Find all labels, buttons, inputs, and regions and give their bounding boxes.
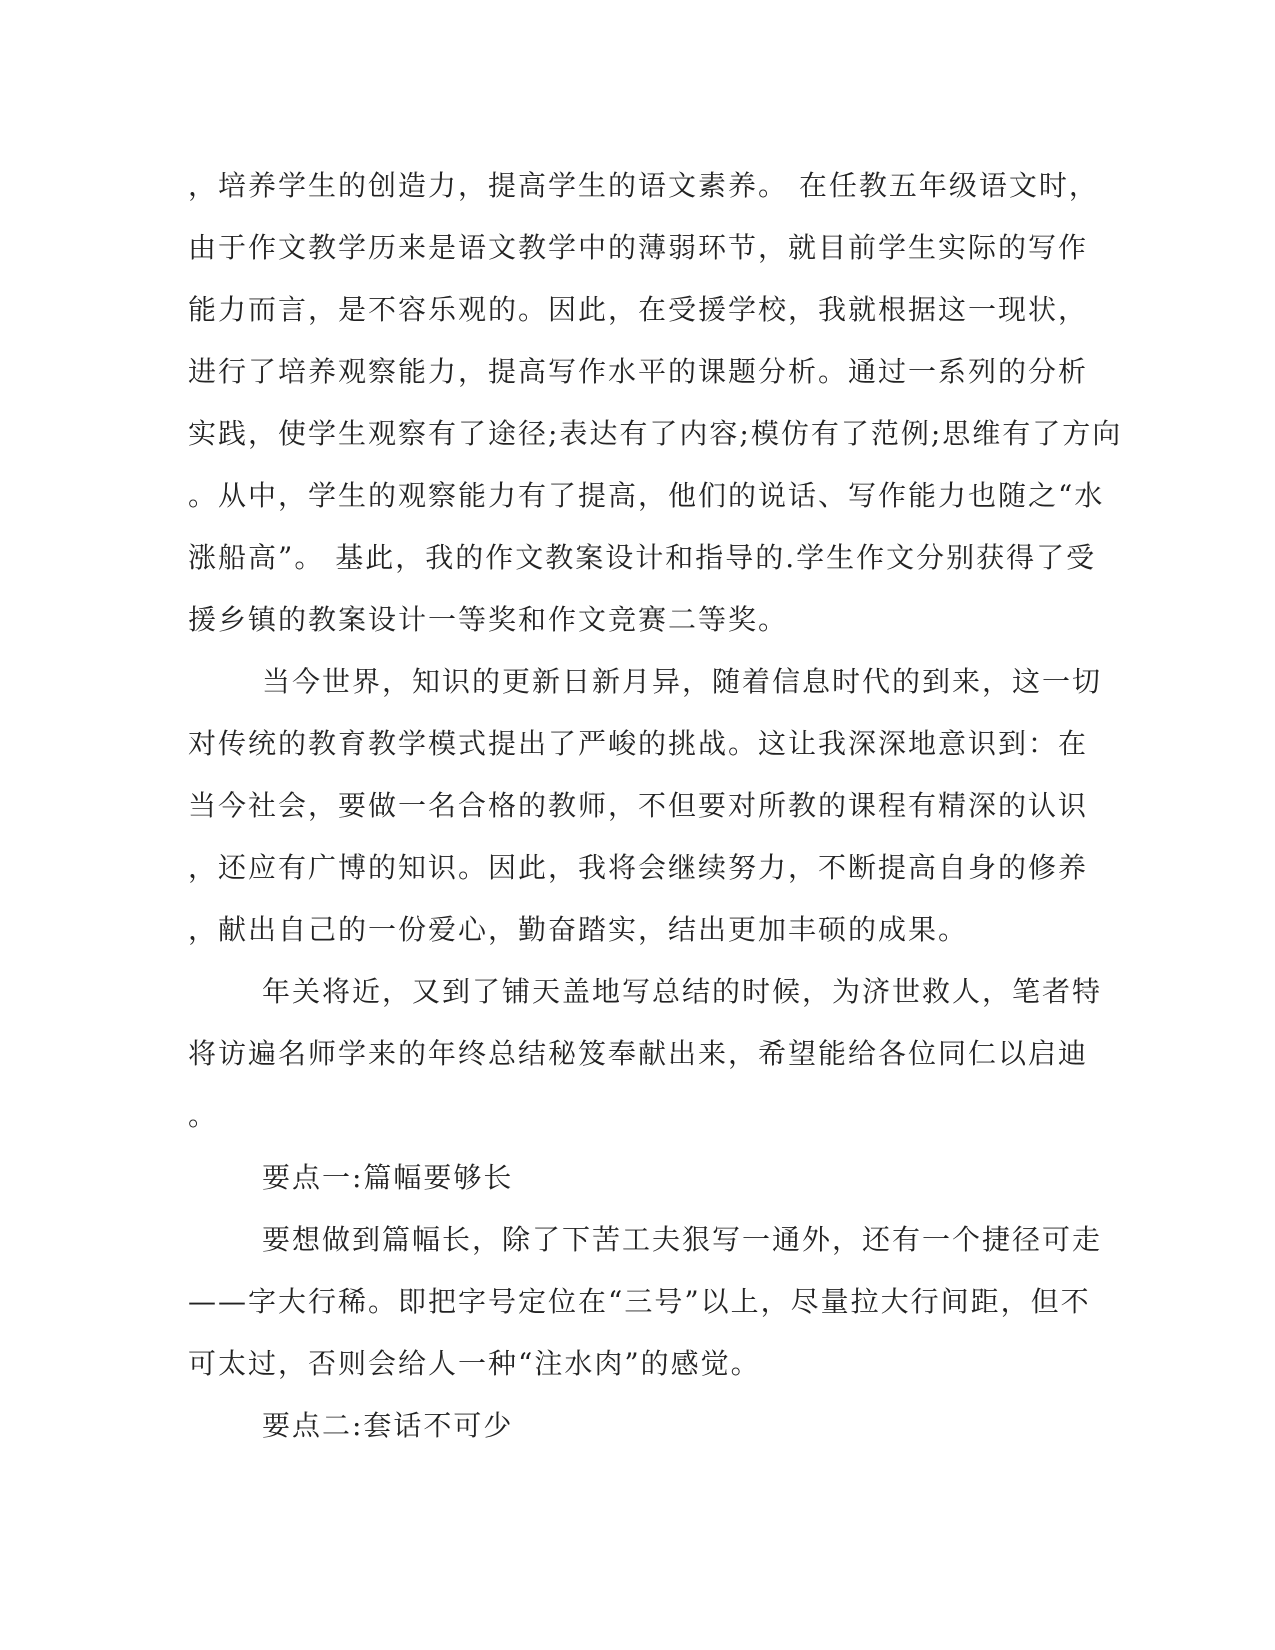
section-heading: 要点一:篇幅要够长 (262, 1161, 514, 1194)
text-line: 对传统的教育教学模式提出了严峻的挑战。这让我深深地意识到：在 (188, 727, 1089, 760)
text-line: 涨船高”。 基此，我的作文教案设计和指导的.学生作文分别获得了受 (188, 541, 1097, 574)
text-line: 实践，使学生观察有了途径;表达有了内容;模仿有了范例;思维有了方向 (188, 417, 1123, 450)
text-line: 。 (188, 1099, 219, 1132)
document-body (188, 166, 1123, 1468)
text-line: 进行了培养观察能力，提高写作水平的课题分析。通过一系列的分析 (188, 355, 1089, 388)
text-line: ，培养学生的创造力，提高学生的语文素养。 在任教五年级语文时， (188, 169, 1099, 202)
text-line: ，还应有广博的知识。因此，我将会继续努力，不断提高自身的修养 (188, 851, 1089, 884)
paragraph-start-line: 年关将近，又到了铺天盖地写总结的时候，为济世救人，笔者特 (262, 975, 1103, 1008)
text-line: 能力而言，是不容乐观的。因此，在受援学校，我就根据这一现状， (188, 293, 1089, 326)
text-line: 由于作文教学历来是语文教学中的薄弱环节，就目前学生实际的写作 (188, 231, 1089, 264)
text-line: 当今社会，要做一名合格的教师，不但要对所教的课程有精深的认识 (188, 789, 1089, 822)
paragraph-start-line: 要想做到篇幅长，除了下苦工夫狠写一通外，还有一个捷径可走 (262, 1223, 1103, 1256)
text-line: 援乡镇的教案设计一等奖和作文竞赛二等奖。 (188, 603, 789, 636)
text-line: 。从中，学生的观察能力有了提高，他们的说话、写作能力也随之“水 (188, 479, 1105, 512)
section-heading: 要点二:套话不可少 (262, 1409, 514, 1442)
text-line: 将访遍名师学来的年终总结秘笈奉献出来，希望能给各位同仁以启迪 (188, 1037, 1089, 1070)
paragraph-start-line: 当今世界，知识的更新日新月异，随着信息时代的到来，这一切 (262, 665, 1103, 698)
text-line: ——字大行稀。即把字号定位在“三号”以上，尽量拉大行间距，但不 (188, 1285, 1091, 1318)
text-line: 可太过，否则会给人一种“注水肉”的感觉。 (188, 1347, 761, 1380)
text-line: ，献出自己的一份爱心，勤奋踏实，结出更加丰硕的成果。 (188, 913, 969, 946)
